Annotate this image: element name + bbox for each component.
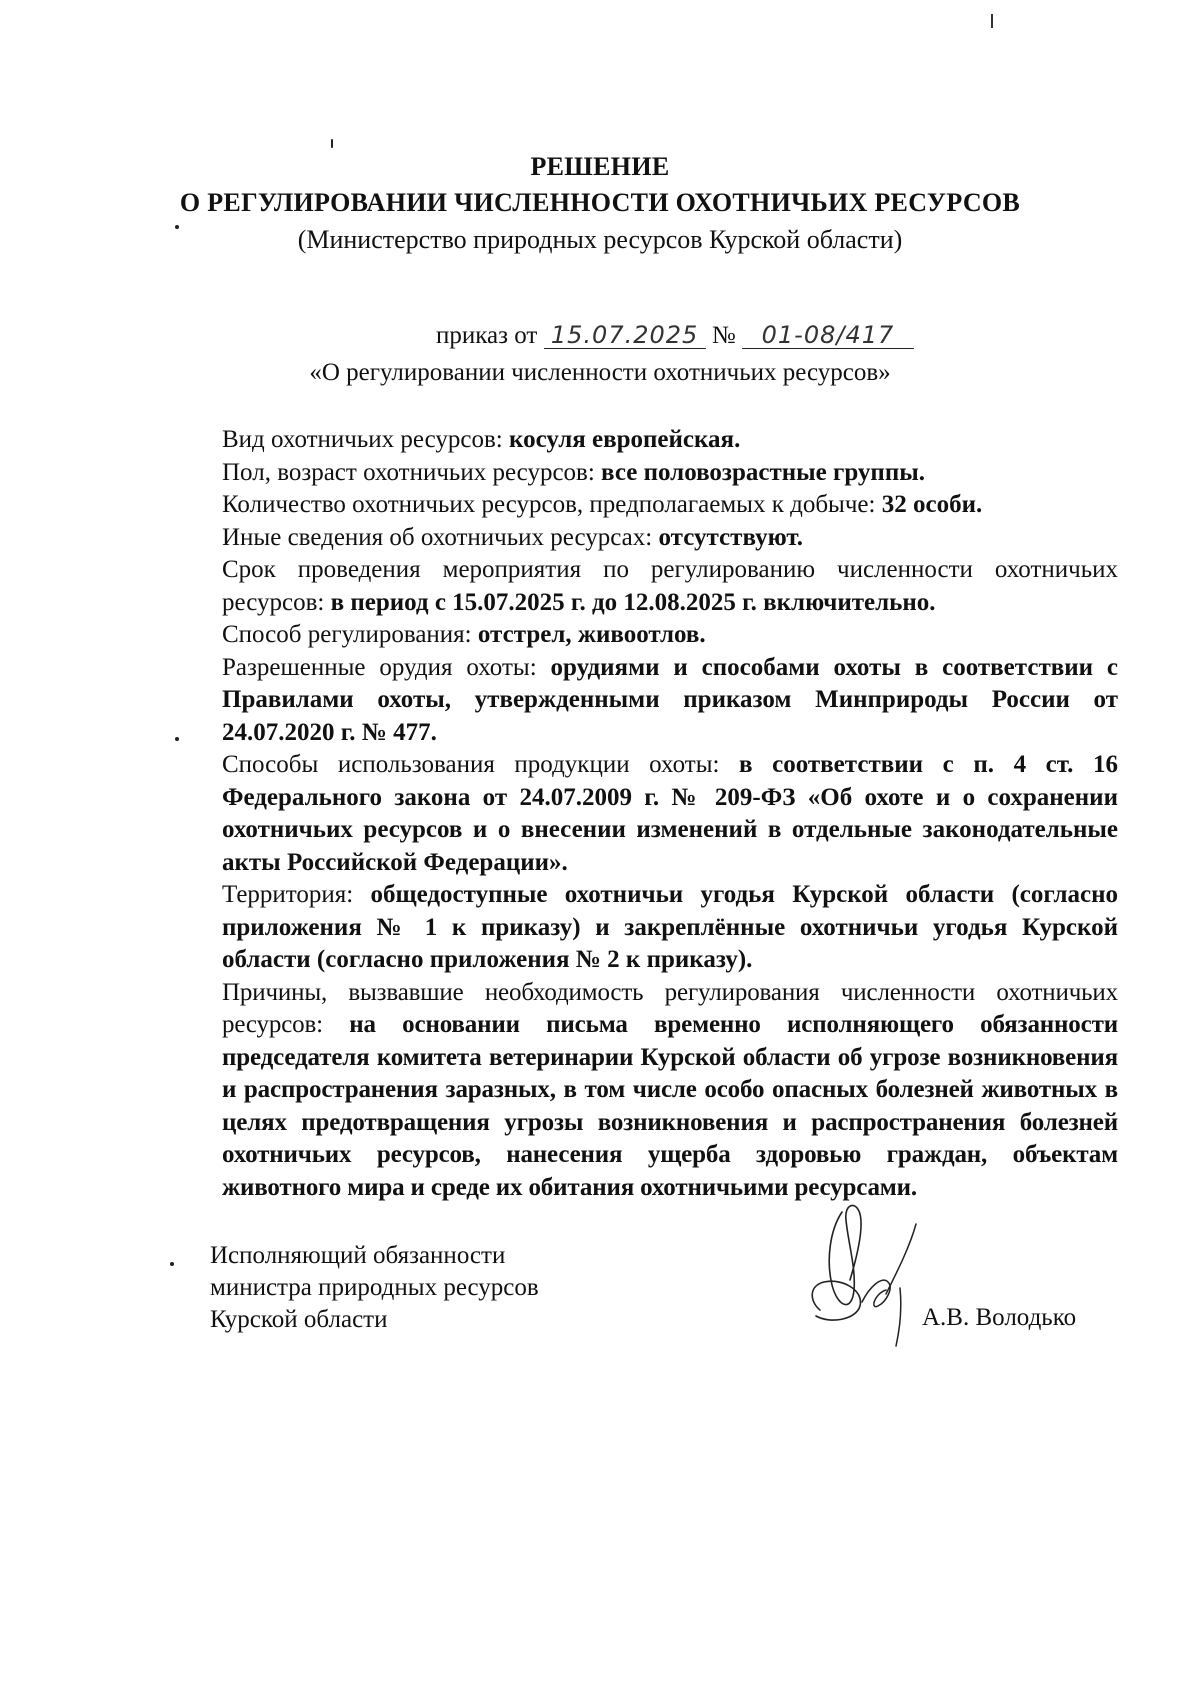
document-subtitle: О РЕГУЛИРОВАНИИ ЧИСЛЕННОСТИ ОХОТНИЧЬИХ РЕСУРСОВ: [179, 188, 1021, 217]
handwritten-order-date: 15.07.2025: [544, 322, 706, 349]
signer-block: [210, 1240, 539, 1336]
order-prefix: приказ от: [436, 322, 538, 349]
field-method: Способ регулирования: отстрел, живоотлов.: [222, 621, 706, 648]
signer-position-line3: Курской области: [210, 1306, 388, 1333]
field-reasons: Причины, вызвавшие необходимость регулирования численности охотничьих ресурсов: на основании письма временно исполняющего обязанности председателя комитета ветеринарии Курской области об угрозе возникновения и распространения заразных, в том числе особо опасных болезней животных в целях предотвращения угрозы возникновения и распространения болезней охотничьих ресурсов, нанесения ущерба здоровью граждан, объектам животного мира и среде их обитания охотничьими ресурсами.: [222, 978, 1118, 1201]
scan-speck: [175, 737, 179, 741]
field-product-usage: Способы использования продукции охоты: в соответствии с п. 4 ст. 16 Федерального закона от 24.07.2009 г. № 209-ФЗ «Об охоте и о сохранении охотничьих ресурсов и о внесении изменений в отдельные законодательные акты Российской Федерации».: [222, 751, 1119, 876]
order-title: «О регулировании численности охотничьих ресурсов»: [309, 359, 891, 386]
issuing-authority: (Министерство природных ресурсов Курской области): [297, 225, 903, 254]
field-species: Вид охотничьих ресурсов: косуля европейская.: [222, 426, 741, 453]
signer-position-line2: министра природных ресурсов: [210, 1274, 539, 1301]
signer-position-line1: Исполняющий обязанности: [210, 1242, 506, 1269]
field-period: Срок проведения мероприятия по регулированию численности охотничьих ресурсов: в период с 15.07.2025 г. до 12.08.2025 г. включительно.: [222, 556, 1118, 616]
scan-mark: [991, 14, 993, 28]
scan-speck: [331, 139, 333, 148]
order-number-label: №: [711, 322, 736, 349]
field-territory: Территория: общедоступные охотничьи угодья Курской области (согласно приложения № 1 к приказу) и закреплённые охотничьи угодья Курской области (согласно приложения № 2 к приказу).: [222, 881, 1118, 973]
handwritten-signature: [790, 1190, 940, 1350]
field-other-info: Иные сведения об охотничьих ресурсах: отсутствуют.: [222, 523, 804, 551]
decision-body: [222, 424, 1118, 1204]
order-line: [436, 322, 914, 350]
handwritten-order-number: 01-08/417: [742, 322, 914, 349]
document-title: РЕШЕНИЕ: [530, 152, 670, 181]
field-sex-age: Пол, возраст охотничьих ресурсов: все половозрастные группы.: [222, 458, 926, 486]
signer-name: А.В. Володько: [922, 1304, 1077, 1331]
scan-speck: [170, 1262, 174, 1266]
field-quantity: Количество охотничьих ресурсов, предполагаемых к добыче: 32 особи.: [222, 491, 983, 518]
field-hunting-tools: Разрешенные орудия охоты: орудиями и способами охоты в соответствии с Правилами охоты, утвержденными приказом Минприроды России от 24.07.2020 г. № 477.: [222, 653, 1118, 746]
order-reference: [0, 322, 1200, 392]
